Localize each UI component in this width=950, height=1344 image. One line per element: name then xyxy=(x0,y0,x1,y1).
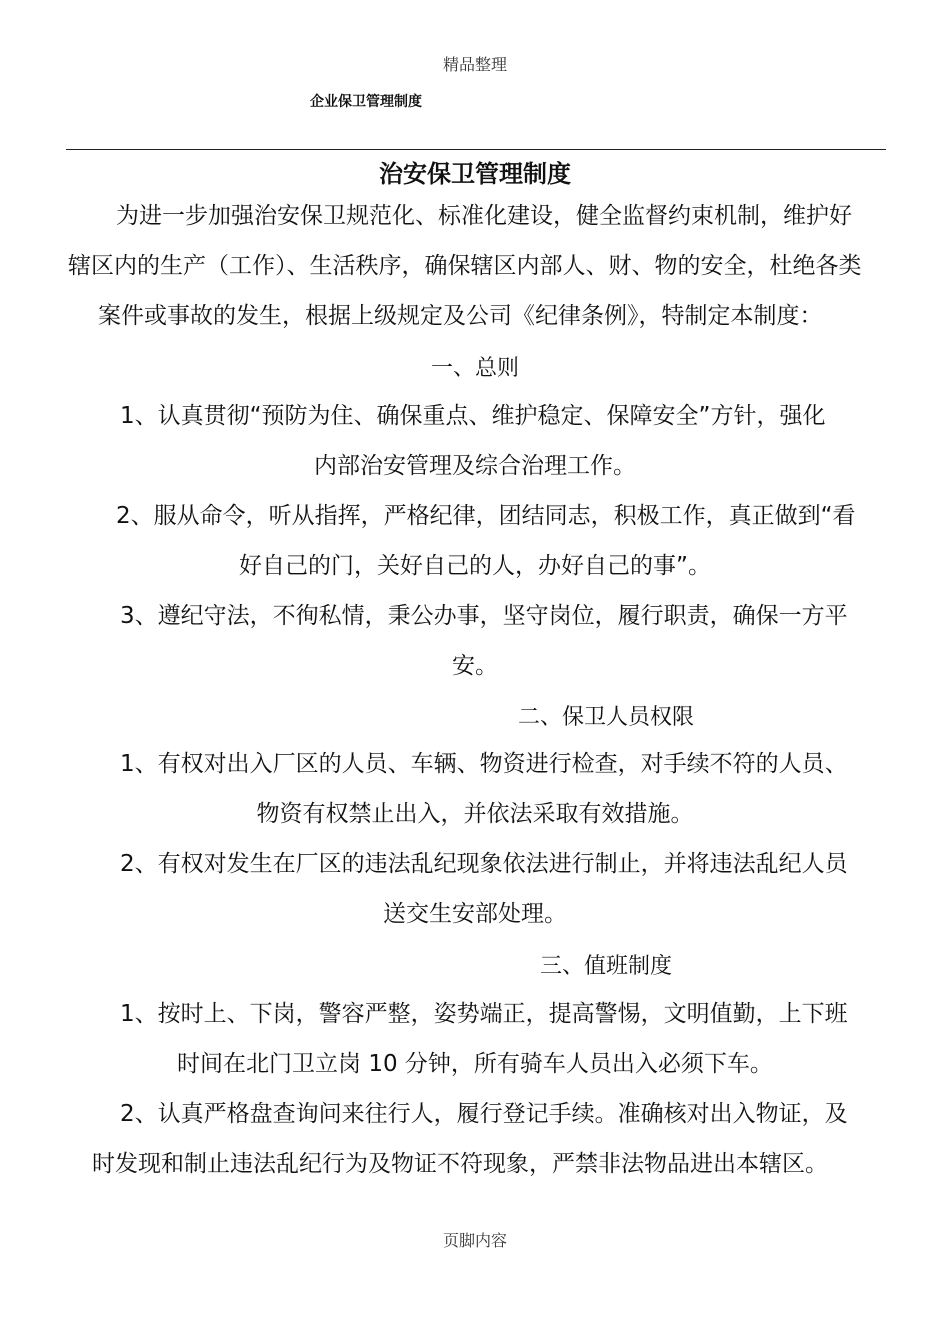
s2-item2-line2: 送交生安部处理。 xyxy=(383,901,567,927)
page-footer-note: 页脚内容 xyxy=(442,1231,507,1250)
s1-item1-line1: 1、认真贯彻“预防为住、确保重点、维护稳定、保障安全”方针，强化 xyxy=(120,403,826,429)
intro-line-3: 案件或事故的发生，根据上级规定及公司《纪律条例》，特制定本制度： xyxy=(98,303,823,329)
intro-line-1: 为进一步加强治安保卫规范化、标准化建设，健全监督约束机制，维护好 xyxy=(116,203,852,229)
company-title: 企业保卫管理制度 xyxy=(310,94,422,110)
s1-item1-line2: 内部治安管理及综合治理工作。 xyxy=(314,453,636,479)
header-divider xyxy=(66,149,886,150)
s3-item2-line2: 时发现和制止违法乱纪行为及物证不符现象，严禁非法物品进出本辖区。 xyxy=(92,1151,828,1177)
s2-item2-line1: 2、有权对发生在厂区的违法乱纪现象依法进行制止，并将违法乱纪人员 xyxy=(120,851,848,877)
s3-item2-line1: 2、认真严格盘查询问来往行人，履行登记手续。准确核对出入物证，及 xyxy=(120,1101,848,1127)
page-header-note: 精品整理 xyxy=(442,55,507,74)
intro-line-2: 辖区内的生产（工作）、生活秩序，确保辖区内部人、财、物的安全，杜绝各类 xyxy=(68,253,862,279)
s1-item3-line2: 安。 xyxy=(452,653,498,679)
document-title: 治安保卫管理制度 xyxy=(379,160,571,188)
s2-item1-line2: 物资有权禁止出入，并依法采取有效措施。 xyxy=(256,801,694,827)
section-heading-guard-authority: 二、保卫人员权限 xyxy=(518,705,695,730)
section-heading-general: 一、总则 xyxy=(430,356,519,381)
s3-item1-line1: 1、按时上、下岗，警容严整，姿势端正，提高警惕，文明值勤，上下班 xyxy=(120,1001,848,1027)
section-heading-duty-system: 三、值班制度 xyxy=(540,954,673,979)
s1-item3-line1: 3、遵纪守法，不徇私情，秉公办事，坚守岗位，履行职责，确保一方平 xyxy=(120,603,848,629)
s3-item1-line2: 时间在北门卫立岗 10 分钟，所有骑车人员出入必须下车。 xyxy=(177,1051,773,1077)
s2-item1-line1: 1、有权对出入厂区的人员、车辆、物资进行检查，对手续不符的人员、 xyxy=(120,751,848,777)
s1-item2-line1: 2、服从命令，听从指挥，严格纪律，团结同志，积极工作，真正做到“看 xyxy=(116,503,856,529)
s1-item2-line2: 好自己的门，关好自己的人，办好自己的事”。 xyxy=(239,553,711,579)
